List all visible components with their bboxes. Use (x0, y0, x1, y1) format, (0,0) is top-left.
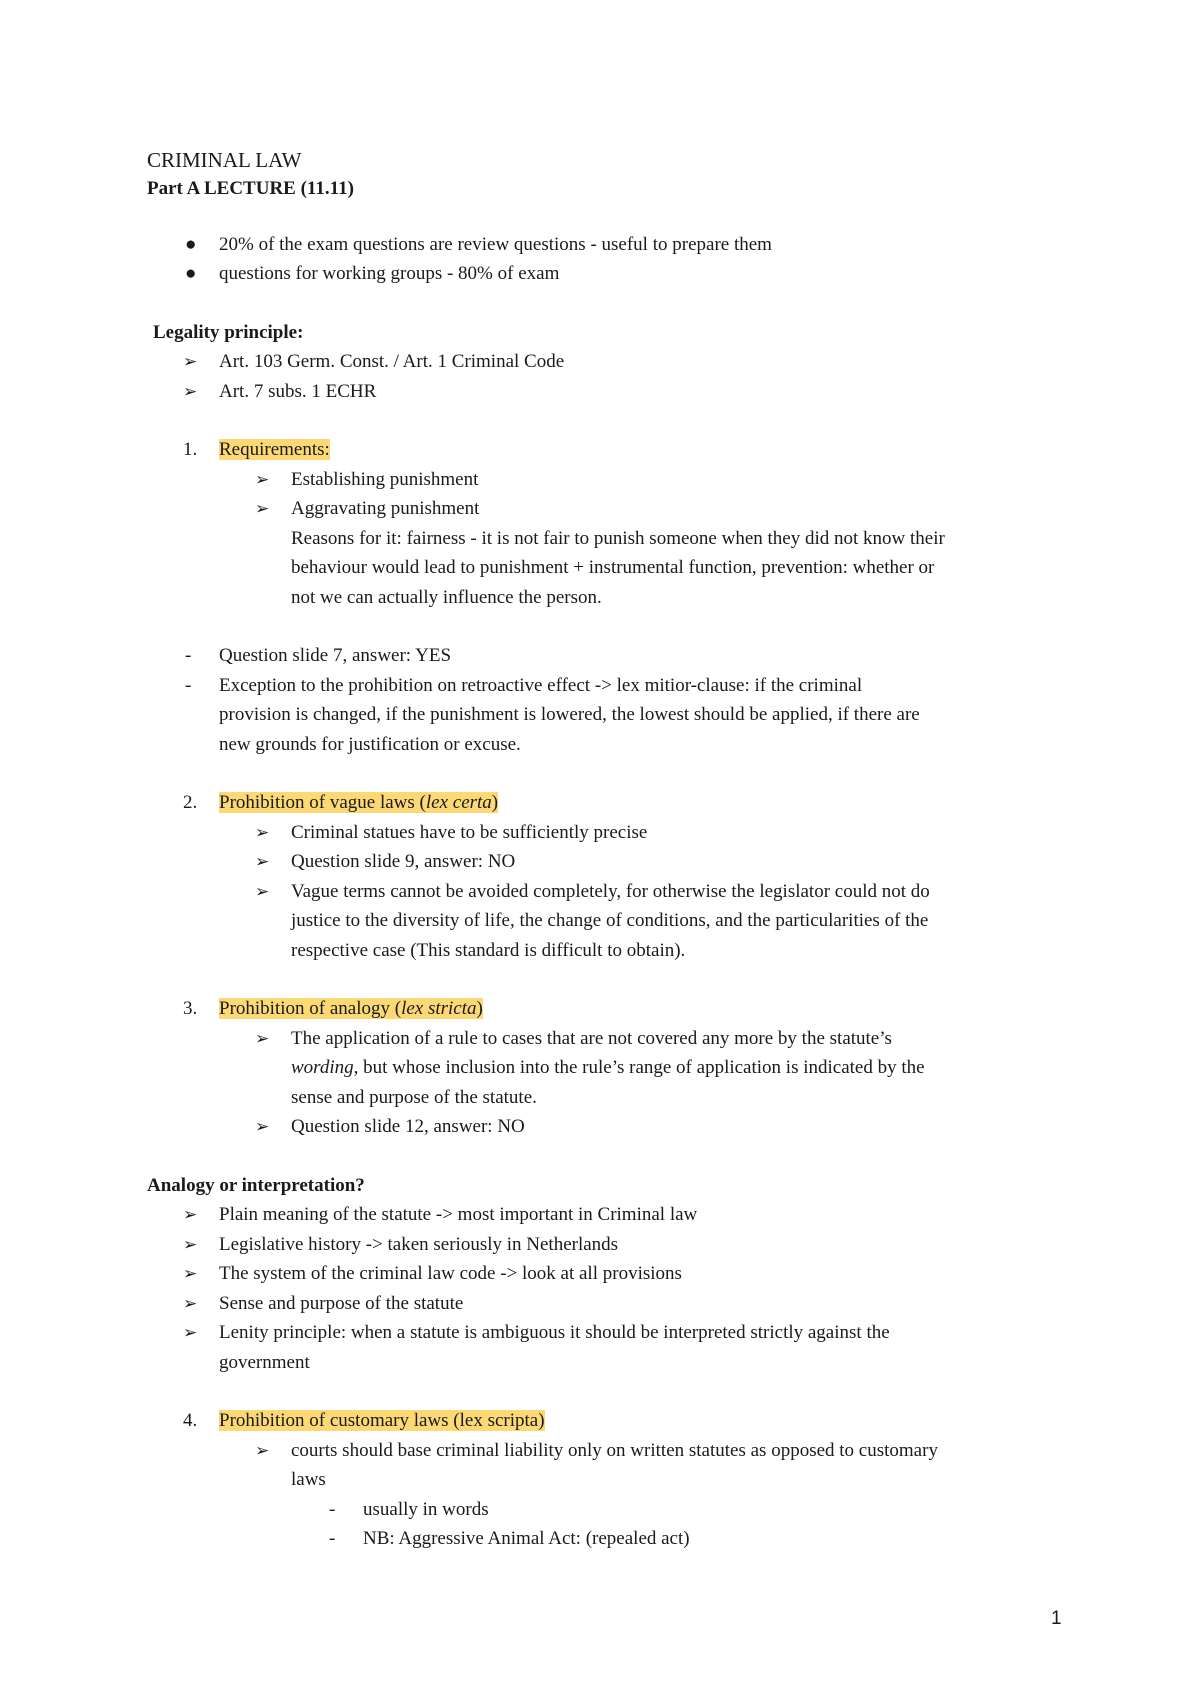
dash-bullet-icon: - (185, 645, 192, 666)
interpretation-heading: Analogy or interpretation? (147, 1174, 365, 1196)
section-number: 1. (183, 439, 198, 460)
highlighted-label: Prohibition of vague laws (lex certa) (219, 792, 499, 813)
bullet-dot-icon: ● (185, 263, 197, 284)
list-item: ➢ The system of the criminal law code -> look at all provisions (147, 1259, 1077, 1289)
continuation-line: wording, but whose inclusion into the rule’s range of application is indicated by the (291, 1057, 925, 1078)
arrow-bullet-icon: ➢ (255, 852, 270, 871)
list-item: ● questions for working groups - 80% of exam (147, 259, 1077, 289)
highlighted-label: Requirements: (219, 439, 330, 460)
section-number: 4. (183, 1410, 198, 1431)
dash-bullet-icon: - (329, 1498, 336, 1520)
document-body (147, 144, 1077, 1554)
list-item: ➢ courts should base criminal liability only on written statutes as opposed to customary (147, 1436, 1077, 1466)
dash-bullet-icon: - (185, 674, 192, 696)
arrow-bullet-icon: ➢ (255, 1028, 270, 1048)
reasons-line: Reasons for it: fairness - it is not fair to punish someone when they did not know their (291, 527, 945, 549)
list-item: ➢ Criminal statues have to be sufficiently precise (147, 818, 1077, 848)
continuation-line: laws (291, 1469, 326, 1490)
page-number: 1 (1051, 1608, 1062, 1629)
list-item: - NB: Aggressive Animal Act: (repealed act) (147, 1524, 1077, 1554)
continuation-line: sense and purpose of the statute. (291, 1086, 537, 1108)
reasons-line: behaviour would lead to punishment + instrumental function, prevention: whether or (291, 557, 935, 578)
list-item: ● 20% of the exam questions are review questions - useful to prepare them (147, 230, 1077, 260)
list-item: ➢ Legislative history -> taken seriously in Netherlands (147, 1230, 1077, 1260)
section-requirements (147, 435, 1077, 465)
arrow-bullet-icon: ➢ (255, 1440, 270, 1460)
list-item: ➢ Plain meaning of the statute -> most important in Criminal law (147, 1200, 1077, 1230)
list-item: ➢ Question slide 12, answer: NO (147, 1112, 1077, 1142)
legality-heading: Legality principle: (153, 321, 304, 343)
continuation-line: government (219, 1351, 310, 1373)
document-subtitle: Part A LECTURE (11.11) (147, 178, 354, 199)
arrow-bullet-icon: ➢ (255, 499, 270, 518)
list-item: ➢ Art. 103 Germ. Const. / Art. 1 Criminal Code (147, 347, 1077, 377)
list-item: ➢ Art. 7 subs. 1 ECHR (147, 377, 1077, 407)
continuation-line: respective case (This standard is difficult to obtain). (291, 939, 686, 961)
list-item: ➢ Sense and purpose of the statute (147, 1289, 1077, 1319)
list-item: - Question slide 7, answer: YES (147, 641, 1077, 671)
section-number: 2. (183, 792, 198, 813)
section-vague-laws (147, 788, 1077, 818)
arrow-bullet-icon: ➢ (183, 1205, 198, 1224)
list-item: ➢ Question slide 9, answer: NO (147, 847, 1077, 877)
continuation-line: justice to the diversity of life, the change of conditions, and the particularities of the (291, 910, 929, 931)
list-item: ➢ Lenity principle: when a statute is ambiguous it should be interpreted strictly against the (147, 1318, 1077, 1348)
section-analogy (147, 994, 1077, 1024)
list-item: ➢ The application of a rule to cases that are not covered any more by the statute’s (147, 1024, 1077, 1054)
list-item: ➢ Aggravating punishment (147, 494, 1077, 524)
list-item: - usually in words (147, 1495, 1077, 1525)
list-item: ➢ Establishing punishment (147, 465, 1077, 495)
list-item: - Exception to the prohibition on retroactive effect -> lex mitior-clause: if the criminal (147, 671, 1077, 701)
arrow-bullet-icon: ➢ (255, 1117, 270, 1136)
dash-bullet-icon: - (329, 1528, 336, 1549)
exception-line: provision is changed, if the punishment is lowered, the lowest should be applied, if there are (219, 704, 920, 725)
highlighted-label: Prohibition of customary laws (lex scripta) (219, 1410, 545, 1431)
bullet-dot-icon: ● (185, 233, 197, 255)
arrow-bullet-icon: ➢ (183, 352, 198, 371)
section-customary-laws (147, 1406, 1077, 1436)
arrow-bullet-icon: ➢ (183, 381, 198, 401)
arrow-bullet-icon: ➢ (183, 1234, 198, 1254)
reasons-line: not we can actually influence the person. (291, 586, 602, 608)
document-title: CRIMINAL LAW (147, 148, 302, 172)
arrow-bullet-icon: ➢ (183, 1323, 198, 1342)
arrow-bullet-icon: ➢ (183, 1264, 198, 1283)
arrow-bullet-icon: ➢ (255, 469, 270, 489)
arrow-bullet-icon: ➢ (183, 1293, 198, 1313)
arrow-bullet-icon: ➢ (255, 822, 270, 842)
exception-line: new grounds for justification or excuse. (219, 733, 521, 755)
section-number: 3. (183, 998, 198, 1019)
highlighted-label: Prohibition of analogy (lex stricta) (219, 998, 483, 1019)
arrow-bullet-icon: ➢ (255, 881, 270, 901)
list-item: ➢ Vague terms cannot be avoided completely, for otherwise the legislator could not do (147, 877, 1077, 907)
